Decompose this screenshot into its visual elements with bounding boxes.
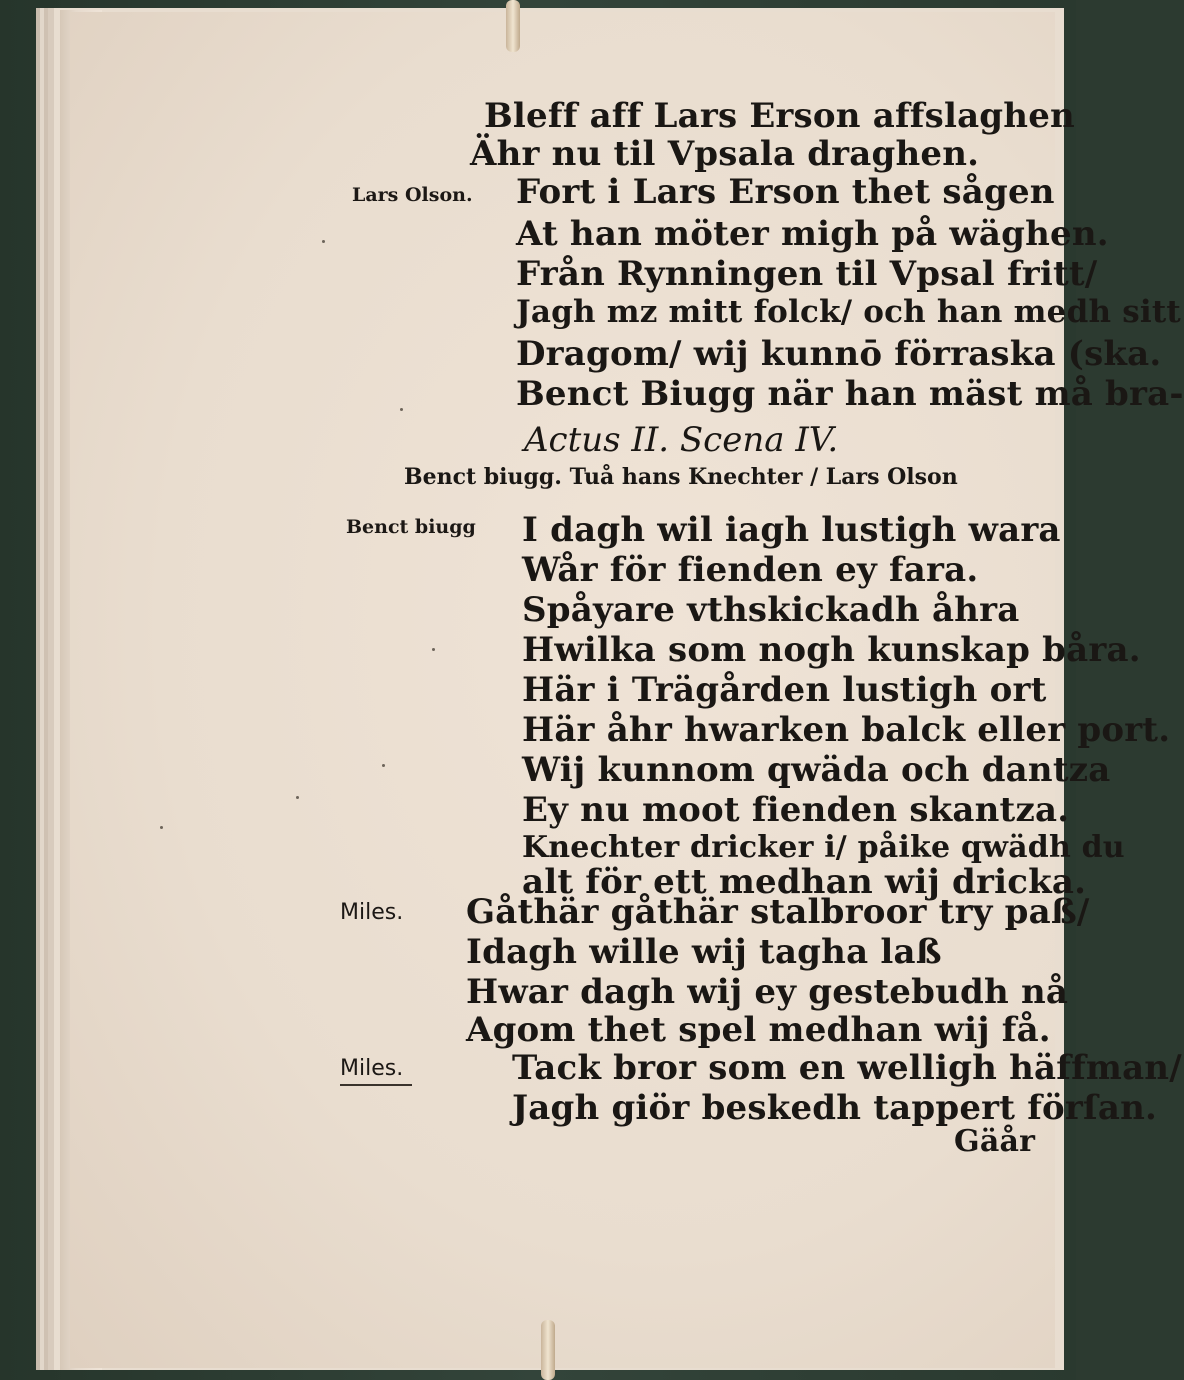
scene-heading: Actus II. Scena IV. <box>524 420 839 460</box>
verse-line: Här i Trägården lustigh ort <box>522 670 1047 710</box>
verse-line: Dragom/ wij kunnō förraska (ska. <box>516 334 1162 374</box>
print-mark <box>322 240 325 243</box>
speaker-label: Lars Olson. <box>352 184 473 206</box>
print-mark <box>296 796 299 799</box>
print-mark <box>432 648 435 651</box>
verse-line: Idagh wille wij tagha laß <box>466 932 942 972</box>
binding-thread-bottom <box>541 1320 555 1380</box>
verse-line: Från Rynningen til Vpsal fritt/ <box>516 254 1098 294</box>
verse-line: Gåthär gåthär stalbroor try paß/ <box>466 892 1090 932</box>
verse-line: Hwilka som nogh kunskap båra. <box>522 630 1141 670</box>
print-mark <box>382 764 385 767</box>
verse-line: Jagh giör beskedh tappert förſan. <box>512 1088 1158 1128</box>
verse-line: Wij kunnom qwäda och dantza <box>522 750 1111 790</box>
binding-thread-top <box>506 0 520 52</box>
verse-line: Ähr nu til Vpsala draghen. <box>470 134 980 174</box>
verse-line: At han möter migh på wäghen. <box>516 214 1109 254</box>
cast-list: Benct biugg. Tuå hans Knechter / Lars Olson <box>404 464 958 490</box>
verse-line: Hwar dagh wij ey gestebudh nå <box>466 972 1069 1012</box>
catchword: Gäår <box>954 1124 1036 1159</box>
verse-line: Spåyare vthskickadh åhra <box>522 590 1020 630</box>
speaker-label: Miles. <box>340 1056 404 1081</box>
speaker-underline <box>340 1084 412 1086</box>
print-mark <box>160 826 163 829</box>
verse-line: Knechter dricker i/ påike qwädh du <box>522 830 1125 865</box>
verse-line: Ey nu moot fienden skantza. <box>522 790 1070 830</box>
verse-line: I dagh wil iagh lustigh wara <box>522 510 1061 550</box>
verse-line: Tack bror som en welligh häffman/ <box>512 1048 1182 1088</box>
verse-line: Agom thet spel medhan wij få. <box>466 1010 1051 1050</box>
verse-line: Bleff aff Lars Erson affslaghen <box>484 96 1075 136</box>
verse-line: Här åhr hwarken balck eller port. <box>522 710 1171 750</box>
verse-line: Wår för fienden ey fara. <box>522 550 979 590</box>
verse-line: Jagh mz mitt folck/ och han medh sitt <box>516 294 1181 330</box>
speaker-label: Miles. <box>340 900 404 925</box>
speaker-label: Benct biugg <box>346 516 476 538</box>
verse-line: Benct Biugg när han mäst må bra- <box>516 374 1184 414</box>
verse-line: alt för ett medhan wij dricka. <box>522 862 1087 902</box>
print-mark <box>400 408 403 411</box>
verse-line: Fort i Lars Erson thet sågen <box>516 172 1055 212</box>
